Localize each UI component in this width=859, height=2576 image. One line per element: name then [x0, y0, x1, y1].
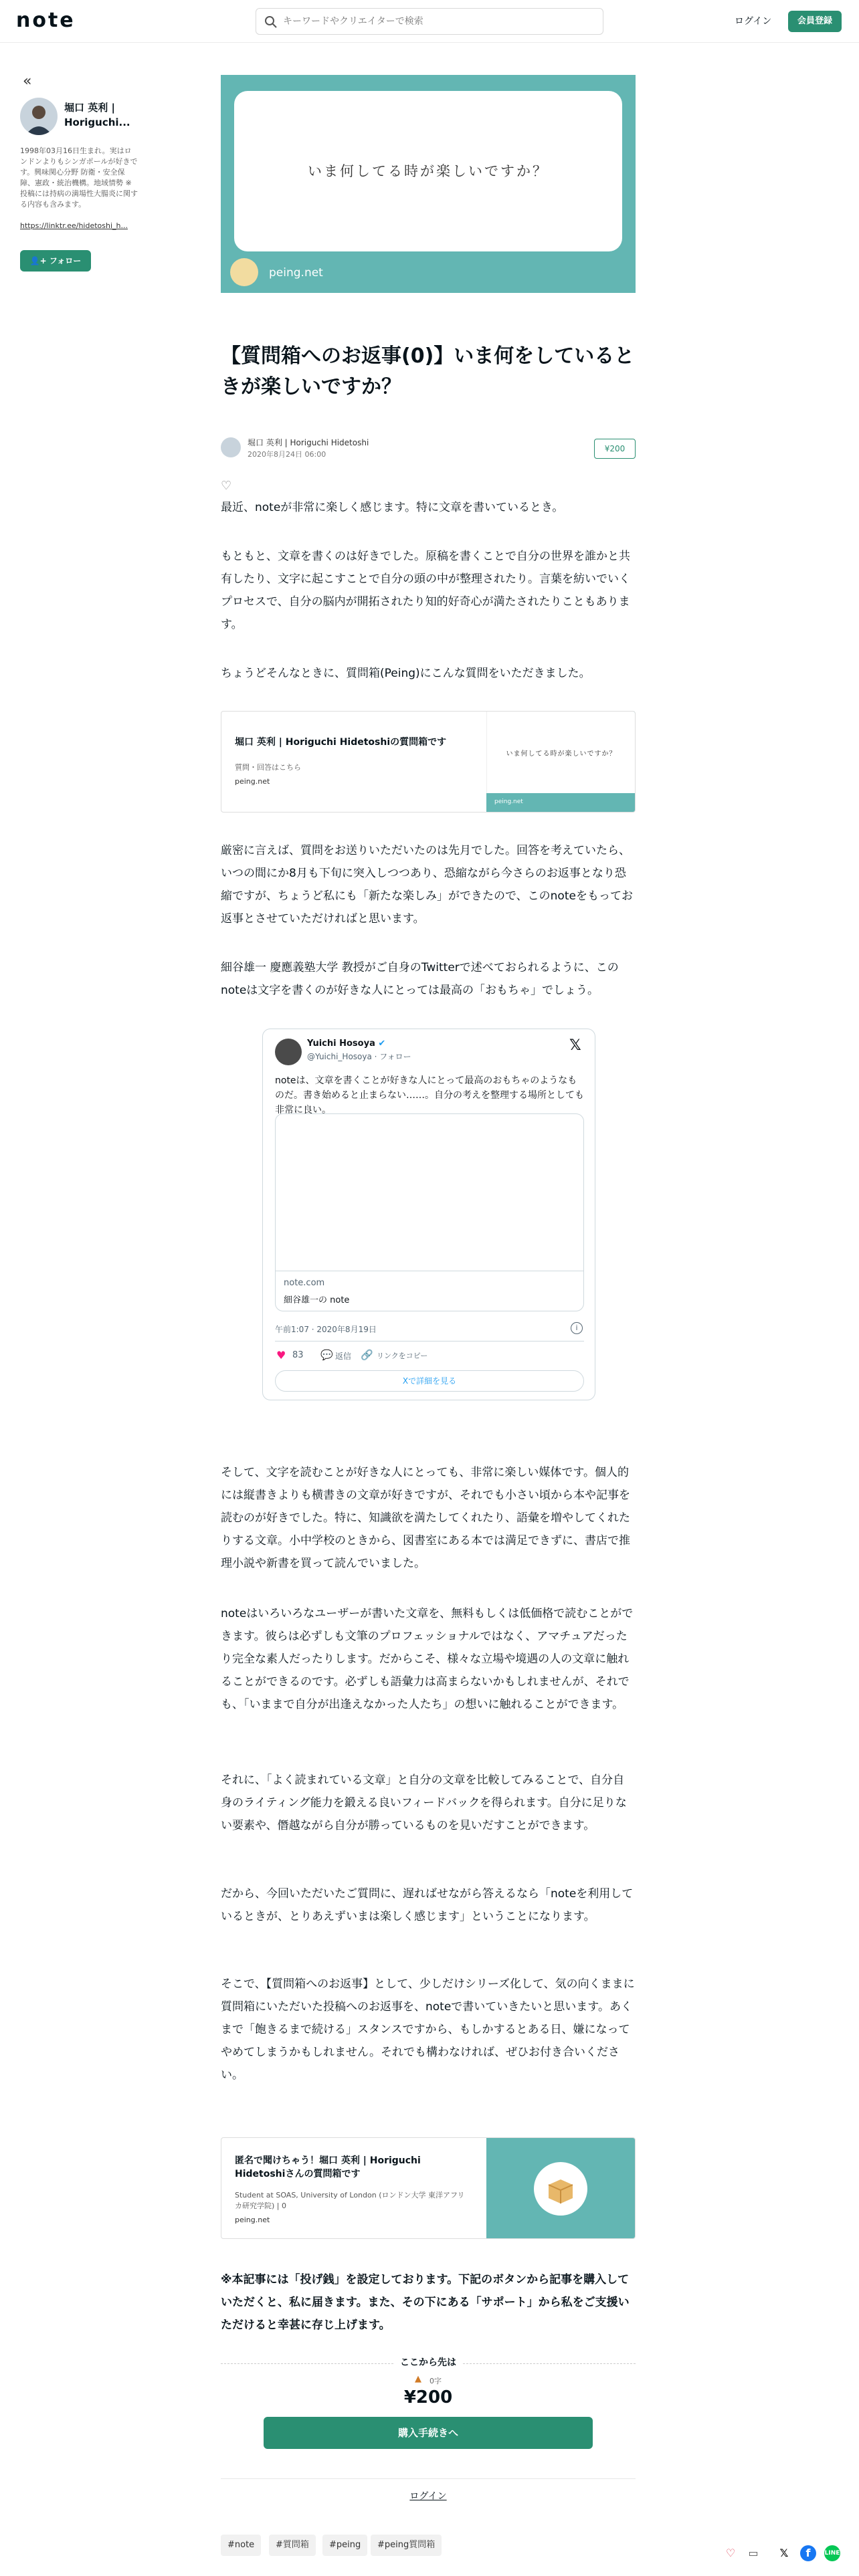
card-description: Student at SOAS, University of London (ロンドン大学 東洋アフリカ研究学院) | 0: [235, 2191, 465, 2210]
like-count: 83: [292, 1350, 304, 1360]
byline-date: 2020年8月24日 06:00: [248, 450, 326, 459]
tweet-text: noteは、文章を書くことが好きな人にとって最高のおもちゃのようなものだ。書き始めると止まらない……。自分の考えを整理する場所としても非常に良い。: [275, 1075, 584, 1115]
search-input[interactable]: [283, 9, 591, 34]
collapse-sidebar-icon[interactable]: «: [23, 73, 32, 90]
peing-logo-icon: [230, 258, 258, 286]
thumb-question: いま何してる時が楽しいですか？: [506, 750, 617, 758]
reply-icon[interactable]: 💬: [320, 1349, 333, 1361]
hero-image: [221, 75, 636, 293]
author-link[interactable]: https://linktr.ee/hidetoshi_h...: [20, 221, 128, 230]
paragraph: だから、今回いただいたご質問に、遅ればせながら答えるなら「noteを利用しているときが、とりあえずいまは楽しく感じます」ということになります。: [221, 1887, 634, 1923]
like-heart-icon[interactable]: ♡: [725, 2547, 736, 2559]
paragraph: noteはいろいろなユーザーが書いた文章を、無料もしくは低価格で読むことができます。彼らは必ずしも文筆のプロフェッショナルではなく、アマチュアだったり完全な素人だったりします。だからこそ、様々な立場や境遇の人の文章に触れることができるのです。必ずしも語彙力は高まらないかもしれませんが、それでも、「いままで自分が出逢えなかった人たち」の想いに触れることができます。: [221, 1607, 634, 1711]
tweet-media[interactable]: [275, 1113, 584, 1271]
card-url: peing.net: [235, 777, 270, 786]
tweet-media-caption[interactable]: [275, 1271, 584, 1311]
article-title: 【質問箱へのお返事(0)】いま何をしているときが楽しいですか？: [221, 344, 635, 399]
reply-label[interactable]: 返信: [335, 1352, 352, 1361]
paragraph: 厳密に言えば、質問をお送りいただいたのは先月でした。回答を考えていたら、いつの間にか8月も下旬に突入しつつあり、恐縮ながら今さらのお返事となり恐縮ですが、ちょうど私にも「新たな楽しみ」ができたので、このnoteをもってお返事とさせていただければと思います。: [221, 844, 633, 926]
hashtag[interactable]: #peing: [322, 2535, 367, 2556]
hero-question: いま何してる時が楽しいですか？: [308, 163, 549, 179]
author-bio: 1998年03月16日生まれ。実はロンドンよりもシンガポールが好きです。興味関心分野 防衛・安全保障、憲政・統治機構。地域情勢 ※投稿には持病の満場性大腸炎に関する内容も含みます。: [20, 146, 138, 209]
price-tag: ¥200: [594, 439, 636, 459]
author-name[interactable]: 堀口 英利 | Horiguchi...: [64, 102, 130, 128]
peing-profile-card[interactable]: [221, 2137, 636, 2239]
copy-link-label[interactable]: リンクをコピー: [377, 1352, 428, 1360]
warning-icon: ▲: [415, 2374, 421, 2384]
search-box[interactable]: [256, 8, 603, 35]
thumb-brand: peing.net: [494, 798, 523, 805]
divider: [221, 2478, 636, 2479]
peing-link-card[interactable]: [221, 711, 636, 813]
link-icon[interactable]: 🔗: [361, 1349, 373, 1361]
x-share-icon[interactable]: 𝕏: [779, 2547, 789, 2559]
tweet-time[interactable]: 午前1:07 · 2020年8月19日: [275, 1325, 377, 1334]
tweet-embed[interactable]: [262, 1029, 595, 1400]
card-thumbnail: [486, 712, 635, 813]
hashtag[interactable]: #peing質問箱: [371, 2535, 442, 2556]
paywall-login-link[interactable]: ログイン: [409, 2491, 447, 2502]
divider: [221, 2363, 393, 2364]
login-link[interactable]: ログイン: [735, 16, 772, 27]
read-more-button[interactable]: Xで詳細を見る: [275, 1370, 584, 1392]
card-url: peing.net: [235, 2216, 270, 2224]
info-icon[interactable]: i: [571, 1322, 583, 1334]
hero-brand: peing.net: [269, 266, 323, 280]
paragraph: もともと、文章を書くのは好きでした。原稿を書くことで自分の世界を誰かと共有したり、文字に起こすことで自分の頭の中が整理されたり。言葉を紡いでいくプロセスで、自分の脳内が開拓されたり知的好奇心が満たされたりこともあります。: [221, 550, 630, 631]
byline-author[interactable]: 堀口 英利 | Horiguchi Hidetoshi: [248, 438, 369, 447]
signup-button[interactable]: 会員登録: [788, 11, 842, 32]
paragraph: 細谷雄一 慶應義塾大学 教授がご自身のTwitterで述べておられるように、このnoteは文字を書くのが好きな人にとっては最高の「おもちゃ」でしょう。: [221, 961, 619, 997]
site-header: [0, 0, 859, 43]
hashtag[interactable]: #note: [221, 2535, 261, 2556]
purchase-button[interactable]: 購入手続きへ: [264, 2417, 593, 2449]
paragraph: そして、文字を読むことが好きな人にとっても、非常に楽しい媒体です。個人的には縦書きよりも横書きの文章が好きですが、それでも小さい頃から本や記事を読むのが好きでした。特に、知識欲を満たしてくれたり、語彙を増やしてくれたりする文章。小中学校のときから、図書室にある本では満足できずに、書店で推理小説や新書を買って読んでいました。: [221, 1466, 630, 1570]
like-heart-icon[interactable]: ♡: [221, 479, 232, 493]
tweet-author-name[interactable]: Yuichi Hosoya ✔: [307, 1039, 386, 1049]
hero-question-card: [234, 91, 622, 251]
search-icon: [264, 15, 278, 29]
char-count: 0字: [430, 2377, 442, 2385]
paragraph: それに、「よく読まれている文章」と自分の文章を比較してみることで、自分自身のライティング能力を鍛える良いフィードバックを得られます。自分に足りない要素や、僭越ながら自分が勝っているものを見いだすことができます。: [221, 1774, 627, 1832]
byline-avatar[interactable]: [221, 437, 241, 457]
tip-notice: ※本記事には「投げ銭」を設定しております。下記のボタンから記事を購入していただくと、私に届きます。また、その下にある「サポート」から私をご支援いただけると幸甚に存じ上げます。: [221, 2273, 630, 2332]
follow-button[interactable]: [20, 250, 91, 272]
paragraph: ちょうどそんなときに、質問箱(Peing)にこんな質問をいただきました。: [221, 667, 591, 680]
x-logo-icon[interactable]: 𝕏: [569, 1037, 581, 1054]
card-thumbnail: [486, 2138, 635, 2239]
media-domain: note.com: [284, 1278, 325, 1288]
media-title: 細谷雄一の note: [284, 1295, 350, 1305]
person-add-icon: 👤+: [29, 256, 47, 265]
author-avatar[interactable]: [20, 98, 58, 135]
paragraph: そこで、【質問箱へのお返事】として、少しだけシリーズ化して、気の向くままに質問箱にいただいた投稿へのお返事を、noteで書いていきたいと思います。あくまで「飽きるまで続ける」スタンスですから、もしかするとある日、嫌になってやめてしまうかもしれません。それでも構わなければ、ぜひお付き合いください。: [221, 1977, 635, 2082]
divider: [463, 2363, 636, 2364]
paywall-heading: ここから先は: [400, 2357, 456, 2368]
note-logo[interactable]: note: [16, 9, 76, 32]
card-title: 匿名で聞けちゃう！堀口 英利 | Horiguchi Hidetoshiさんの質問箱です: [235, 2155, 421, 2179]
follow-label: フォロー: [49, 256, 82, 265]
magazine-icon[interactable]: ▭: [748, 2547, 759, 2559]
line-share-icon[interactable]: LINE: [824, 2545, 840, 2561]
facebook-share-icon[interactable]: f: [800, 2545, 816, 2561]
tweet-handle[interactable]: @Yuichi_Hosoya · フォロー: [307, 1052, 411, 1061]
heart-icon[interactable]: ♥: [276, 1349, 286, 1362]
paragraph: 最近、noteが非常に楽しく感じます。特に文章を書いているとき。: [221, 501, 564, 514]
box-icon: [534, 2162, 587, 2216]
tweet-avatar[interactable]: [275, 1039, 302, 1065]
verified-icon: ✔: [378, 1039, 386, 1049]
paywall-price: ¥200: [403, 2387, 453, 2407]
hashtag[interactable]: #質問箱: [269, 2535, 316, 2556]
card-title: 堀口 英利 | Horiguchi Hidetoshiの質問箱です: [235, 737, 447, 748]
card-description: 質問・回答はこちら: [235, 763, 301, 772]
